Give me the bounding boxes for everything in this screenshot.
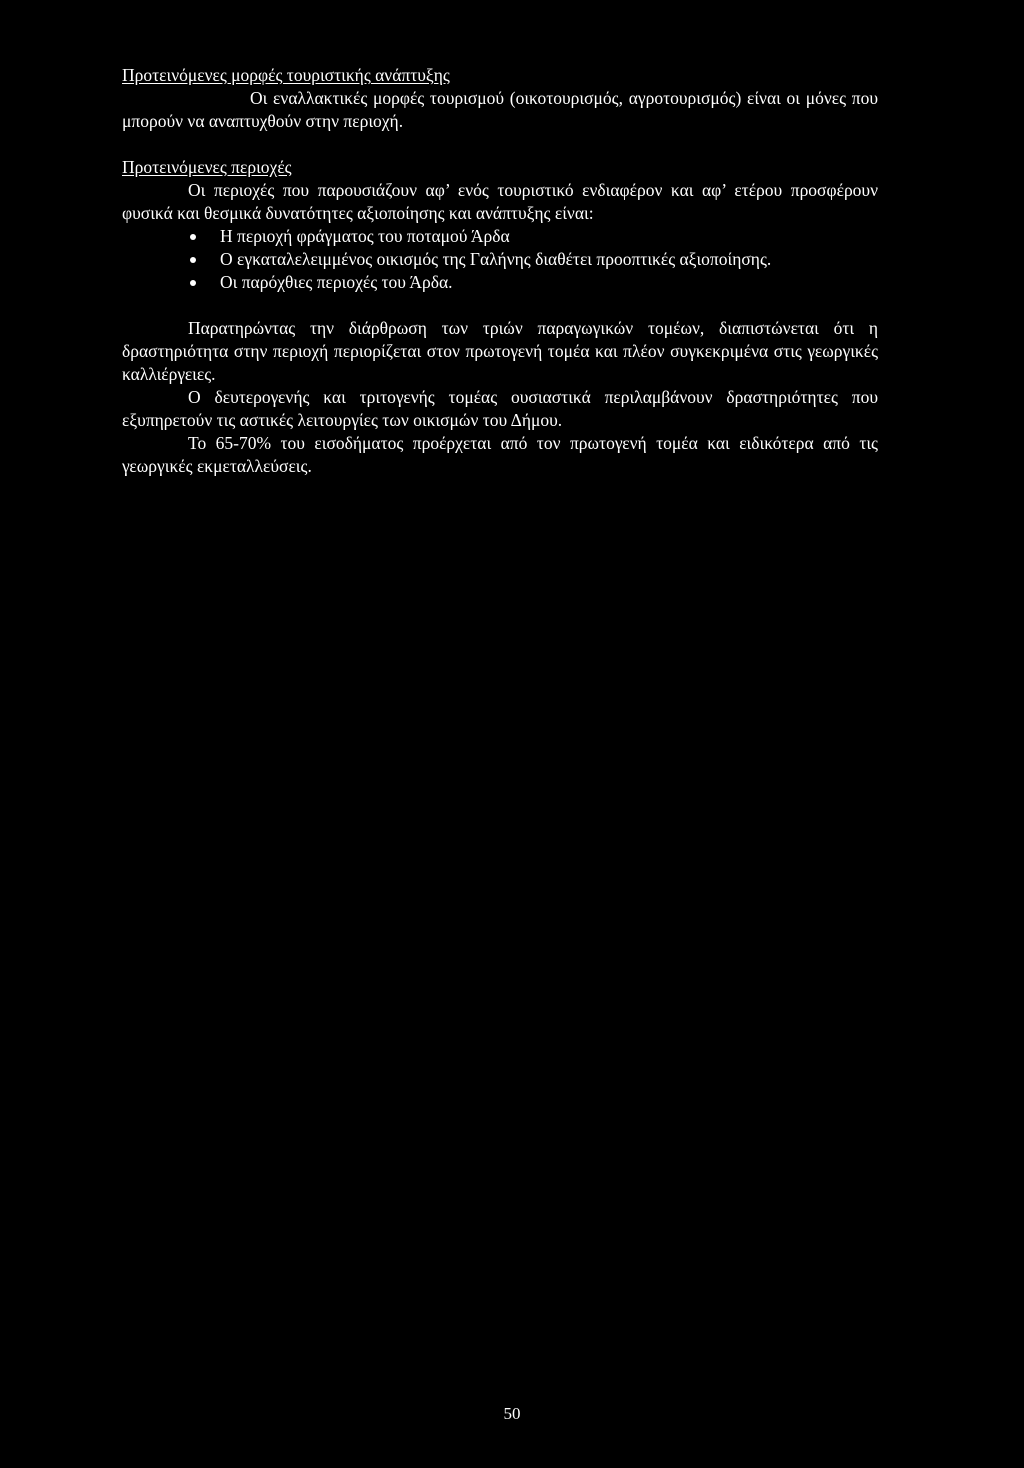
spacer	[122, 294, 878, 317]
list-item	[188, 225, 878, 248]
bullet-icon	[190, 234, 196, 240]
paragraph-sector-structure: Παρατηρώντας την διάρθρωση των τριών παραγωγικών τομέων, διαπιστώνεται ότι η δραστηριότητα στην περιοχή περιορίζεται στον πρωτογενή τομέα και πλέον συγκεκριμένα στις γεωργικές καλλιέργειες.	[122, 318, 878, 384]
heading-tourism-forms: Προτεινόμενες μορφές τουριστικής ανάπτυξης	[122, 65, 450, 85]
spacer	[122, 133, 878, 156]
list-item-text: Οι παρόχθιες περιοχές του Άρδα.	[220, 272, 453, 292]
paragraph-alternative-tourism: Οι εναλλακτικές μορφές τουρισμού (οικοτουρισμός, αγροτουρισμός) είναι οι μόνες που μπορούν να αναπτυχθούν στην περιοχή.	[122, 88, 878, 131]
list-item	[188, 271, 878, 294]
bullet-list-areas	[122, 225, 878, 294]
bullet-icon	[190, 257, 196, 263]
list-item	[188, 248, 878, 271]
bullet-icon	[190, 280, 196, 286]
paragraph-secondary-tertiary: Ο δευτερογενής και τριτογενής τομέας ουσιαστικά περιλαμβάνουν δραστηριότητες που εξυπηρετούν τις αστικές λειτουργίες των οικισμών του Δήμου.	[122, 387, 878, 430]
page-number: 50	[503, 1404, 521, 1423]
heading-proposed-areas: Προτεινόμενες περιοχές	[122, 157, 292, 177]
list-item-text: Η περιοχή φράγματος του ποταμού Άρδα	[220, 226, 510, 246]
paragraph-areas-intro: Οι περιοχές που παρουσιάζουν αφ’ ενός τουριστικό ενδιαφέρον και αφ’ ετέρου προσφέρουν φυσικά και θεσμικά δυνατότητες αξιοποίησης και ανάπτυξης είναι:	[122, 180, 878, 223]
document-page	[122, 64, 878, 478]
list-item-text: Ο εγκαταλελειμμένος οικισμός της Γαλήνης διαθέτει προοπτικές αξιοποίησης.	[220, 249, 772, 269]
paragraph-income-share: Το 65-70% του εισοδήματος προέρχεται από τον πρωτογενή τομέα και ειδικότερα από τις γεωργικές εκμεταλλεύσεις.	[122, 433, 878, 476]
